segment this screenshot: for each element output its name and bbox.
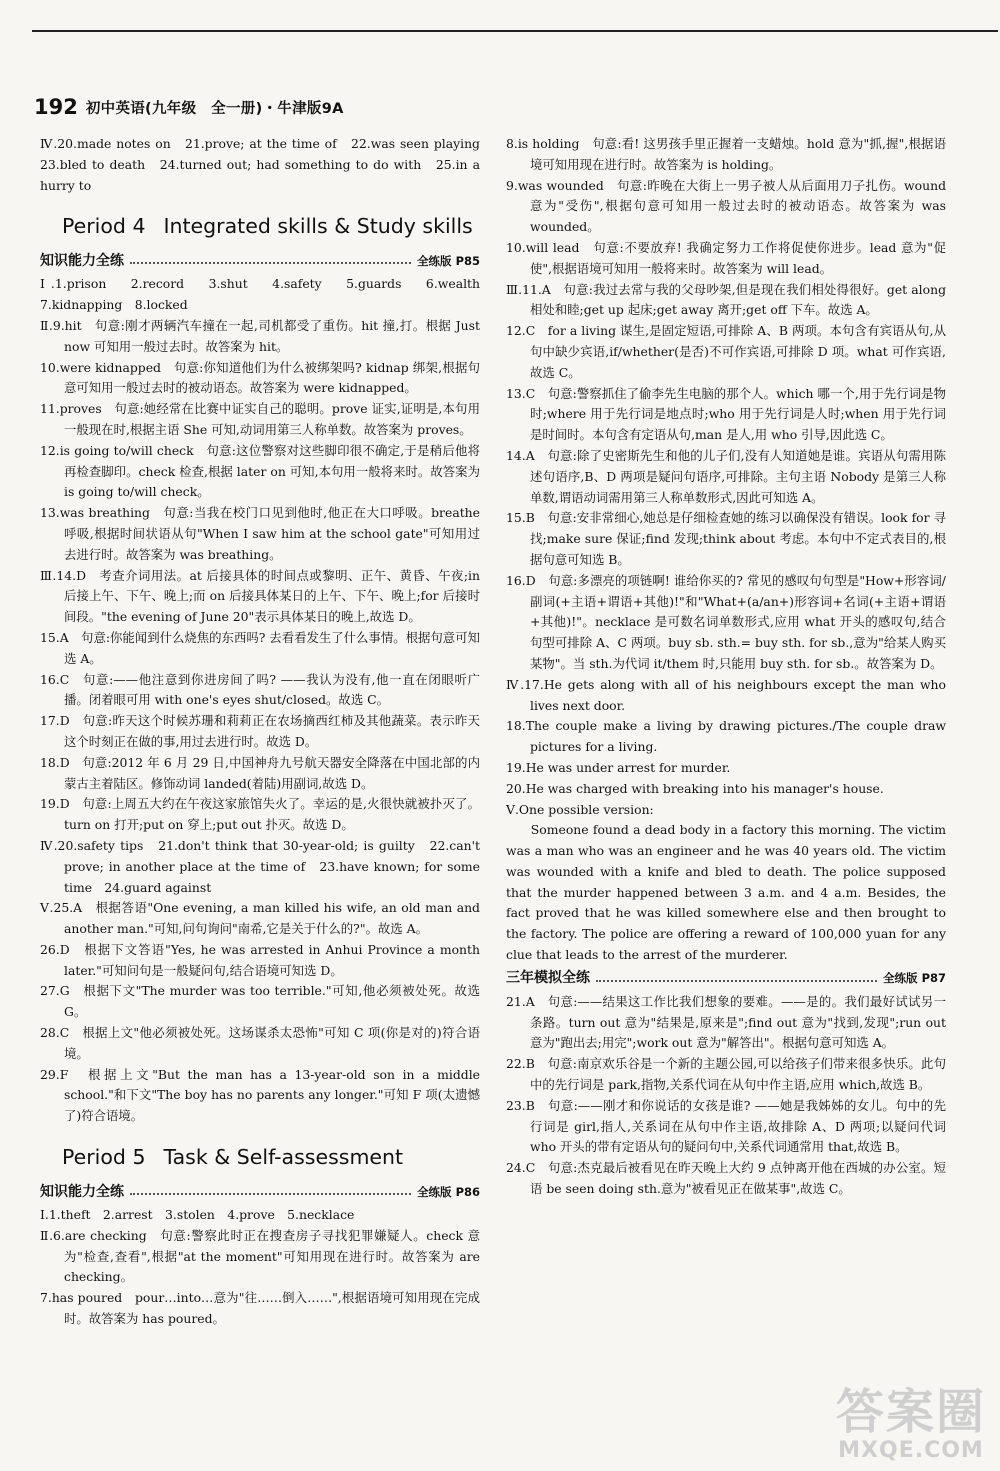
section-page-ref: 全练版 P86 xyxy=(417,1184,480,1199)
section-title: 知识能力全练 xyxy=(40,1183,124,1200)
watermark-logo: 答案圈 MXQE.COM xyxy=(835,1384,986,1463)
essay-paragraph: Someone found a dead body in a factory this morning. The victim was a man who was an engineer and he was 40 years old. The victim was wounded with a knife and bled to death. The police supposed that the murder happened between 3 a.m. and 4 a.m. Besides, the fact proved that he was killed somewhere else and then brought to the factory. The police are offering a reward of 100,000 yuan for any clue that leads to the arrest of the murderer. xyxy=(506,822,946,963)
answer-item: Ⅲ.11.A 句意:我过去常与我的父母吵架,但是现在我们相处得很好。get along 相处和睦;get up 起床;get away 离开;get off 下车。故选 A。 xyxy=(506,281,946,318)
page-number: 192 xyxy=(34,95,78,119)
period-heading xyxy=(62,212,480,240)
answer-item: 18.D 句意:2012 年 6 月 29 日,中国神舟九号航天器安全降落在中国北部的内蒙古主着陆区。修饰动词 landed(着陆)用副词,故选 D。 xyxy=(40,754,480,791)
dotted-leader xyxy=(130,1193,411,1195)
answer-item: 23.B 句意:——刚才和你说话的女孩是谁? ——她是我姊姊的女儿。句中的先行词是 girl,指人,关系词在从句中作主语,故排除 A、D 两项;以疑问代词 who 开头的带有定语从句的疑问句中,关系代词通常用 that,故选 B。 xyxy=(506,1097,946,1155)
answer-item: Ⅱ.9.hit 句意:刚才两辆汽车撞在一起,司机都受了重伤。hit 撞,打。根据 Just now 可知用一般过去时。故答案为 hit。 xyxy=(40,317,480,354)
answer-item: 21.A 句意:——结果这工作比我们想象的要难。——是的。我们最好试试另一条路。turn out 意为"结果是,原来是";find out 意为"找到,发现";run out 意为"跑出去;用完";work out 意为"解答出"。根据句意可知选 A。 xyxy=(506,993,946,1051)
answer-item: 22.B 句意:南京欢乐谷是一个新的主题公园,可以给孩子们带来很多快乐。此句中的先行词是 park,指物,关系代词在从句中作主语,应用 which,故选 B。 xyxy=(506,1056,946,1093)
answer-item: 18.The couple make a living by drawing pictures./The couple draw pictures for a living. xyxy=(506,718,946,755)
answer-item: 15.A 句意:你能闻到什么烧焦的东西吗? 去看看发生了什么事情。根据句意可知选 A。 xyxy=(40,629,480,666)
page-header xyxy=(34,94,344,120)
section-heading xyxy=(40,1181,480,1203)
answer-item: 15.B 句意:安非常细心,她总是仔细检查她的练习以确保没有错误。look for 寻找;make sure 保证;find 发现;think about 考虑。本句中不定式表目的,根据句意可知选 B。 xyxy=(506,510,946,567)
answer-item: 13.was breathing 句意:当我在校门口见到他时,他正在大口呼吸。breathe 呼吸,根据时间状语从句"When I saw him at the school gate"可知用过去进行时。故答案为 was breathing。 xyxy=(40,505,480,562)
top-rule xyxy=(32,30,998,32)
answer-item: 9.was wounded 句意:昨晚在大街上一男子被人从后面用刀子扎伤。wound 意为"受伤",根据句意可知用一般过去时的被动语态。故答案为 was wounded。 xyxy=(506,177,946,235)
answer-item: 10.will lead 句意:不要放弃! 我确定努力工作将促使你进步。lead 意为"促使",根据语境可知用一般将来时。故答案为 will lead。 xyxy=(506,239,946,276)
answer-item: Ⅲ.14.D 考查介词用法。at 后接具体的时间点或黎明、正午、黄昏、午夜;in 后接上午、下午、晚上;而 on 后接具体某日的上午、下午、晚上;for 后接时间段。"the evening of June 20"表示具体某日的晚上,故选 D。 xyxy=(40,567,480,625)
dotted-leader xyxy=(130,262,411,264)
answer-item: 16.D 句意:多漂亮的项链啊! 谁给你买的? 常见的感叹句句型是"How+形容词/副词(+主语+谓语+其他)!"和"What+(a/an+)形容词+名词(+主语+谓语+其他)!"。necklace 是可数名词单数形式,应用 what 开头的感叹句,结合句型可排除 A、C 两项。buy sb. sth.= buy sth. for sb.,意为"给某人购买某物"。当 sth.为代词 it/them 时,只能用 buy sth. for sb.。故答案为 D。 xyxy=(506,572,946,671)
answer-item: Ⅳ.20.safety tips 21.don't think that 30-year-old; is guilty 22.can't prove; in another place at the time of 23.have known; for some time 24.guard against xyxy=(40,837,480,895)
period-number: Period 4 xyxy=(62,214,146,239)
answer-item: 24.C 句意:杰克最后被看见在昨天晚上大约 9 点钟离开他在西城的办公室。短语 be seen doing sth.意为"被看见正在做某事",故选 C。 xyxy=(506,1160,946,1197)
answer-item: 14.A 句意:除了史密斯先生和他的儿子们,没有人知道她是谁。宾语从句需用陈述句语序,B、D 两项是疑问句语序,可排除。主句主语 Nobody 是第三人称单数,谓语动词需用第三人称单数形式,因此可知选 A。 xyxy=(506,447,946,505)
answer-item: Ⅳ.17.He gets along with all of his neighbours except the man who lives next door. xyxy=(506,676,946,713)
right-column xyxy=(506,134,946,1200)
answer-item: Ⅴ.25.A 根据答语"One evening, a man killed his wife, an old man and another man."可知,问句询问"南希,它是关于什么的?"。故选 A。 xyxy=(40,900,480,937)
answer-item: Ⅱ.6.are checking 句意:警察此时正在搜查房子寻找犯罪嫌疑人。check 意为"检查,查看",根据"at the moment"可知用现在进行时。故答案为 are checking。 xyxy=(40,1227,480,1285)
dotted-leader xyxy=(596,980,877,982)
answer-item: Ⅰ.1.theft 2.arrest 3.stolen 4.prove 5.necklace xyxy=(40,1207,355,1223)
answer-item: 11.proves 句意:她经常在比赛中证实自己的聪明。prove 证实,证明是,本句用一般现在时,根据主语 She 可知,动词用第三人称单数。故答案为 proves。 xyxy=(40,401,480,437)
answer-item: 8.is holding 句意:看! 这男孩手里正握着一支蜡烛。hold 意为"抓,握",根据语境可知用现在进行时。故答案为 is holding。 xyxy=(506,136,946,172)
answer-item: 10.were kidnapped 句意:你知道他们为什么被绑架吗? kidnap 绑架,根据句意可知用一般过去时的被动语态。故答案为 were kidnapped。 xyxy=(40,359,480,396)
answer-item: 12.is going to/will check 句意:这位警察对这些脚印很不确定,于是稍后他将再检查脚印。check 检查,根据 later on 可知,本句用一般将来时。故答案为 is going to/will check。 xyxy=(40,442,480,500)
period-heading xyxy=(62,1143,480,1171)
answer-item: Ⅴ.One possible version: xyxy=(506,801,654,817)
answer-item: 19.He was under arrest for murder. xyxy=(506,759,731,775)
answer-item: Ⅰ.1.prison 2.record 3.shut 4.safety 5.guards 6.wealth 7.kidnapping 8.locked xyxy=(40,276,493,313)
section-page-ref: 全练版 P85 xyxy=(417,253,480,268)
answer-item: 7.has poured pour…into…意为"往……倒入……",根据语境可知用现在完成时。故答案为 has poured。 xyxy=(40,1290,480,1327)
answer-item: 20.He was charged with breaking into his manager's house. xyxy=(506,780,884,796)
section-page-ref: 全练版 P87 xyxy=(883,971,946,986)
answer-item: 16.C 句意:——他注意到你进房间了吗? ——我认为没有,他一直在闭眼听广播。闭着眼可用 with one's eyes shut/closed。故选 C。 xyxy=(40,671,480,708)
section-title: 三年模拟全练 xyxy=(506,970,590,987)
answer-item: 28.C 根据上文"他必须被处死。这场谋杀太恐怖"可知 C 项(你是对的)符合语境。 xyxy=(40,1025,480,1061)
left-column xyxy=(40,134,493,1330)
answer-item: 13.C 句意:警察抓住了偷李先生电脑的那个人。which 哪一个,用于先行词是物时;where 用于先行词是地点时;who 用于先行词是人时;when 用于先行词是时间时。本句含有定语从句,man 是人,用 who 引导,因此选 C。 xyxy=(506,385,946,443)
answer-item: 19.D 句意:上周五大约在午夜这家旅馆失火了。幸运的是,火很快就被扑灭了。turn on 打开;put on 穿上;put out 扑灭。故选 D。 xyxy=(40,796,480,833)
period-name: Integrated skills & Study skills xyxy=(163,214,473,239)
section-heading xyxy=(40,250,480,272)
answer-item: 27.G 根据下文"The murder was too terrible."可知,他必须被处死。故选 G。 xyxy=(40,983,480,1020)
section-title: 知识能力全练 xyxy=(40,252,124,269)
answer-item: 12.C for a living 谋生,是固定短语,可排除 A、B 两项。本句含有宾语从句,从句中缺少宾语,if/whether(是否)不可作宾语,可排除 D 项。what 可作宾语,故选 C。 xyxy=(506,323,946,380)
section-heading xyxy=(506,968,946,990)
answer-item: Ⅳ.20.made notes on 21.prove; at the time of 22.was seen playing 23.bled to death 24.turned out; had something to do with 25.in a hurry to xyxy=(40,136,493,193)
answer-item: 17.D 句意:昨天这个时候苏珊和莉莉正在农场摘西红柿及其他蔬菜。表示昨天这个时刻正在做的事,用过去进行时。故选 D。 xyxy=(40,713,480,749)
period-name: Task & Self-assessment xyxy=(163,1145,404,1170)
answer-item: 29.F 根据上文"But the man has a 13-year-old son in a middle school."和下文"The boy has no parents any longer."可知 F 项(太遗憾了)符合语境。 xyxy=(40,1066,480,1124)
period-number: Period 5 xyxy=(62,1145,146,1170)
answer-item: 26.D 根据下文答语"Yes, he was arrested in Anhui Province a month later."可知问句是一般疑问句,结合语境可知选 D。 xyxy=(40,941,480,978)
book-title: 初中英语(九年级 全一册)・牛津版9A xyxy=(85,100,344,117)
